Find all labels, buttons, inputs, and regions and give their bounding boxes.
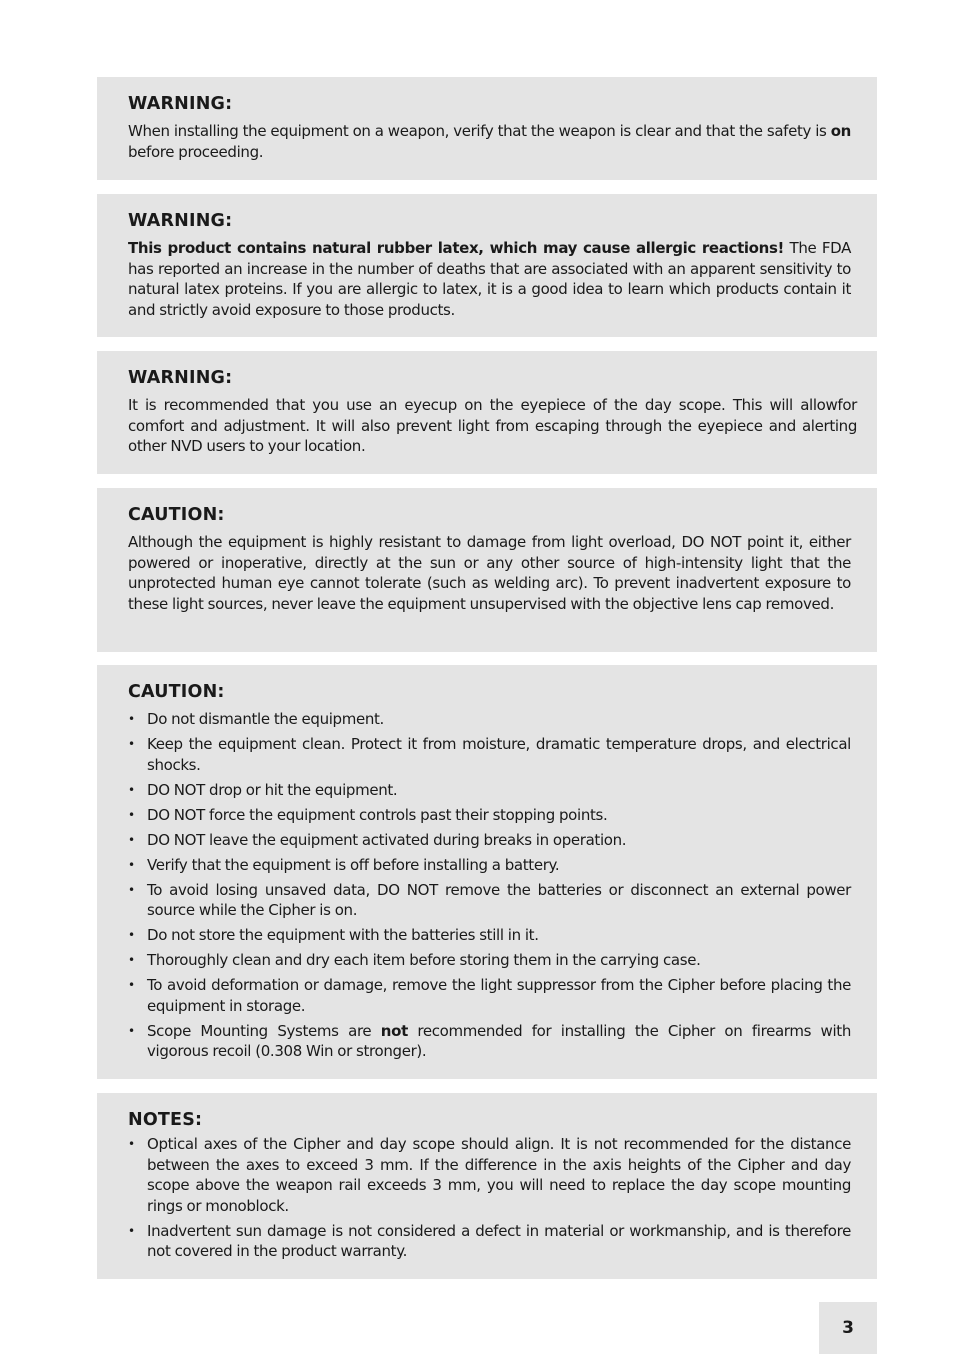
bullet-icon: • <box>128 953 135 967</box>
notes-box <box>97 1093 877 1279</box>
bullet-icon: • <box>128 807 135 822</box>
list-item: • Do not store the equipment with the batteries still in it. <box>128 926 539 944</box>
bullet-icon: • <box>128 832 135 847</box>
bullet-icon: • <box>128 882 135 897</box>
warning-box-safety <box>97 77 877 180</box>
warning-heading: WARNING: <box>128 94 233 114</box>
caution-text: Although the equipment is highly resistant to damage from light overload, DO NOT point it, either powered or inoperative, directly at the sun or any other source of high-intensity light that the unprotected human eye cannot tolerate (such as welding arc). To prevent inadvertent exposure to these light sources, never leave the equipment unsupervised with the objective lens cap removed. <box>128 533 851 613</box>
list-item: • Thoroughly clean and dry each item before storing them in the carrying case. <box>128 951 701 969</box>
warning-box-eyecup <box>97 351 877 474</box>
list-item: • To avoid deformation or damage, remove the light suppressor from the Cipher before placing the equipment in storage. <box>128 976 851 1015</box>
bullet-icon: • <box>128 978 135 992</box>
caution-box-light <box>97 488 877 652</box>
bullet-icon: • <box>128 1137 135 1151</box>
bullet-icon: • <box>128 712 135 726</box>
warning-heading: WARNING: <box>128 211 233 231</box>
list-item: • DO NOT leave the equipment activated during breaks in operation. <box>128 830 627 849</box>
caution-list <box>128 709 851 1062</box>
warning-text: When installing the equipment on a weapon, verify that the weapon is clear and that the safety is on before proceeding. <box>128 122 851 161</box>
notes-heading: NOTES: <box>128 1110 203 1130</box>
warning-heading: WARNING: <box>128 368 233 388</box>
list-item: • To avoid losing unsaved data, DO NOT remove the batteries or disconnect an external power source while the Cipher is on. <box>128 880 851 919</box>
notes-list <box>128 1134 851 1262</box>
warning-box-latex <box>97 194 877 337</box>
bullet-icon: • <box>128 782 135 797</box>
page-number: 3 <box>819 1302 877 1354</box>
caution-box-handling <box>97 665 877 1079</box>
list-item: • Verify that the equipment is off before installing a battery. <box>128 855 560 874</box>
caution-heading: CAUTION: <box>128 505 225 525</box>
list-item: • Inadvertent sun damage is not considered a defect in material or workmanship, and is therefore not covered in the product warranty. <box>128 1221 851 1260</box>
bullet-icon: • <box>128 1023 135 1038</box>
list-item: • DO NOT force the equipment controls past their stopping points. <box>128 805 608 824</box>
list-item: • Keep the equipment clean. Protect it from moisture, dramatic temperature drops, and electrical shocks. <box>128 735 851 774</box>
bullet-icon: • <box>128 857 135 872</box>
list-item: • Do not dismantle the equipment. <box>128 710 384 728</box>
list-item: • Optical axes of the Cipher and day scope should align. It is not recommended for the distance between the axes to exceed 3 mm. If the difference in the axis heights of the Cipher and day scope above the weapon rail exceeds 3 mm, you will need to replace the day scope mounting rings or monoblock. <box>128 1135 851 1215</box>
bullet-icon: • <box>128 737 135 751</box>
warning-text: This product contains natural rubber latex, which may cause allergic reactions! The FDA has reported an increase in the number of deaths that are associated with an apparent sensitivity to natural latex proteins. If you are allergic to latex, it is a good idea to learn which products contain it and strictly avoid exposure to those products. <box>128 239 852 319</box>
warning-text: It is recommended that you use an eyecup on the eyepiece of the day scope. This will allowfor comfort and adjustment. It will also prevent light from escaping through the eyepiece and alerting other NVD users to your location. <box>128 396 857 455</box>
bullet-icon: • <box>128 928 135 942</box>
caution-heading: CAUTION: <box>128 682 225 702</box>
bullet-icon: • <box>128 1223 135 1238</box>
list-item: • Scope Mounting Systems are not recommended for installing the Cipher on firearms with vigorous recoil (0.308 Win or stronger). <box>128 1021 851 1060</box>
list-item: • DO NOT drop or hit the equipment. <box>128 780 398 799</box>
